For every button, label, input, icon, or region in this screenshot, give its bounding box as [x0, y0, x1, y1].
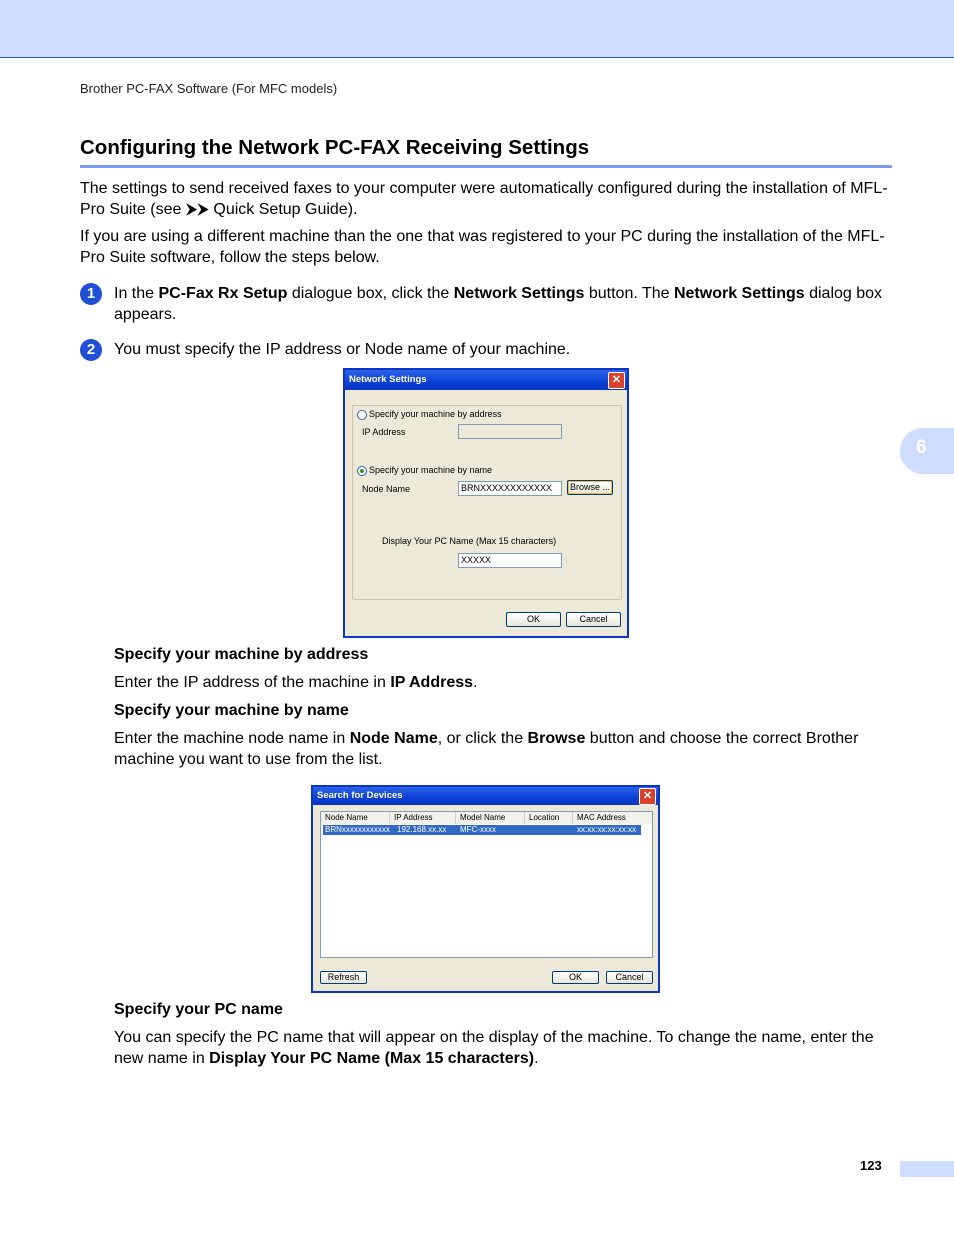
column-header[interactable]: Node Name [321, 812, 390, 824]
ok-button[interactable]: OK [552, 971, 599, 984]
intro-paragraph-1: The settings to send received faxes to your computer were automatically configured during the installation of MFL-Pro Suite (see ⮞⮞ Quick Setup Guide). [80, 180, 888, 218]
cell-ip-address: 192.168.xx.xx [397, 825, 447, 834]
dialog-title: Search for Devices [313, 787, 658, 805]
cell-model-name: MFC-xxxx [460, 825, 496, 834]
step-1-text: In the PC-Fax Rx Setup dialogue box, click the Network Settings button. The Network Settings dialog box appears. [114, 285, 883, 323]
ip-address-field[interactable] [458, 424, 562, 439]
by-address-text: Enter the IP address of the machine in IP Address. [114, 674, 478, 691]
cell-mac-address: xx:xx:xx:xx:xx:xx [577, 825, 637, 834]
close-icon[interactable]: ✕ [608, 372, 625, 389]
browse-button[interactable]: Browse ... [567, 480, 613, 495]
radio-by-name-label: Specify your machine by name [369, 465, 493, 475]
radio-by-name[interactable] [357, 466, 367, 476]
cancel-button[interactable]: Cancel [566, 612, 621, 627]
chapter-number: 6 [916, 437, 927, 458]
step-2-text: You must specify the IP address or Node name of your machine. [114, 341, 571, 358]
column-header[interactable]: Model Name [456, 812, 525, 824]
page-number: 123 [860, 1158, 882, 1173]
search-devices-dialog [311, 785, 660, 993]
section-title: Configuring the Network PC-FAX Receiving Settings [80, 136, 590, 159]
node-name-field[interactable]: BRNXXXXXXXXXXXX [458, 481, 562, 496]
node-name-label: Node Name [362, 484, 411, 494]
cancel-button[interactable]: Cancel [606, 971, 653, 984]
display-pc-name-field[interactable]: XXXXX [458, 553, 562, 568]
close-icon[interactable]: ✕ [639, 788, 656, 805]
radio-by-address-label: Specify your machine by address [369, 409, 502, 419]
chapter-tab [900, 428, 954, 474]
pc-name-heading: Specify your PC name [114, 1001, 283, 1018]
by-address-heading: Specify your machine by address [114, 646, 369, 663]
by-name-text: Enter the machine node name in Node Name, or click the Browse button and choose the correct Brother machine you want to use from the list. [114, 730, 859, 768]
column-header[interactable]: MAC Address [573, 812, 652, 824]
cell-node-name: BRNxxxxxxxxxxxx [325, 825, 390, 834]
intro-paragraph-2: If you are using a different machine than the one that was registered to your PC during the installation of the MFL-Pro Suite software, follow the steps below. [80, 228, 885, 266]
refresh-button[interactable]: Refresh [320, 971, 367, 984]
device-list[interactable] [320, 811, 653, 958]
header-band [0, 0, 954, 58]
pc-name-text: You can specify the PC name that will appear on the display of the machine. To change the name, enter the new name in Display Your PC Name (Max 15 characters). [114, 1029, 874, 1067]
ip-address-label: IP Address [362, 427, 406, 437]
network-settings-dialog [343, 368, 629, 638]
ok-button[interactable]: OK [506, 612, 561, 627]
breadcrumb: Brother PC-FAX Software (For MFC models) [80, 81, 338, 96]
footer-band [900, 1161, 954, 1177]
step-number-1: 1 [80, 283, 102, 305]
column-header[interactable]: IP Address [390, 812, 456, 824]
display-pc-name-label: Display Your PC Name (Max 15 characters) [382, 536, 557, 546]
by-name-heading: Specify your machine by name [114, 702, 349, 719]
title-rule [80, 165, 892, 168]
dialog-title: Network Settings [345, 370, 627, 390]
radio-by-address[interactable] [357, 410, 367, 420]
column-header[interactable]: Location [525, 812, 573, 824]
step-number-2: 2 [80, 339, 102, 361]
